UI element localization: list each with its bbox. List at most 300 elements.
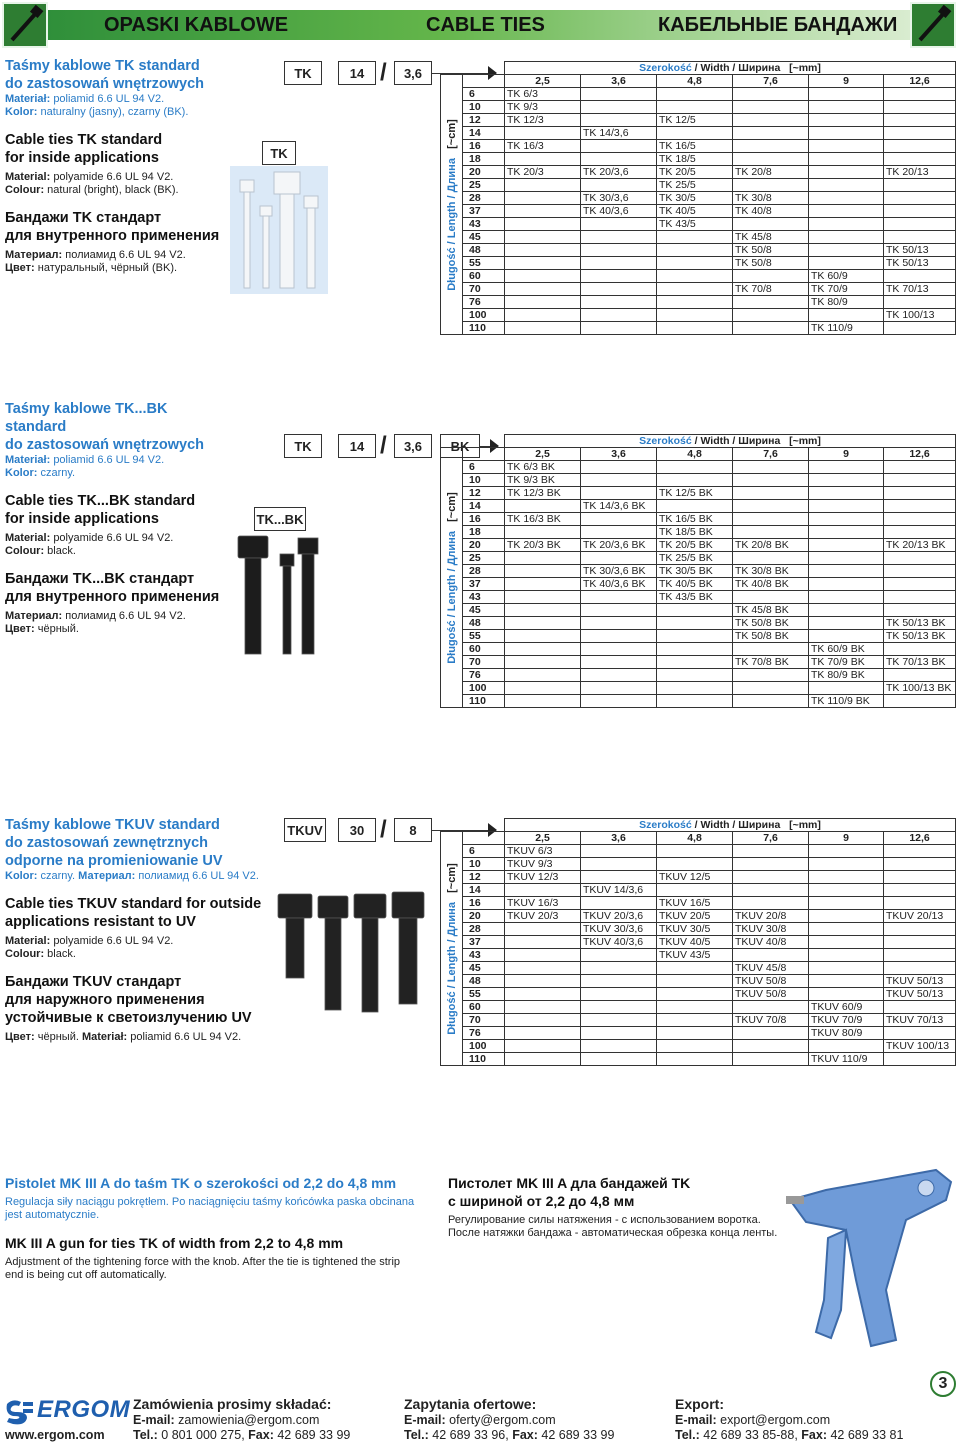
- section1-description: [5, 57, 230, 275]
- s1-product-code-cell: [581, 257, 657, 270]
- s2-length-label: Długość / Length / Длина: [445, 530, 458, 664]
- s3-ru-col-value: чёрный.: [37, 1031, 79, 1043]
- s3-length-value: 20: [463, 910, 505, 923]
- s2-length-value: 18: [463, 526, 505, 539]
- s3-product-code-cell: [733, 949, 809, 962]
- s3-ru-col-label: Цвет:: [5, 1031, 35, 1043]
- s3-product-code-cell: [809, 858, 884, 871]
- s2-product-code-cell: [809, 552, 884, 565]
- s1-widths-corner: [463, 75, 505, 88]
- s2-product-code-cell: [809, 474, 884, 487]
- s1-product-code-cell: [505, 231, 581, 244]
- s2-product-code-cell: [581, 617, 657, 630]
- s3-product-code-cell: TKUV 16/3: [505, 897, 581, 910]
- s1-table-row: [441, 205, 956, 218]
- s3-product-code-cell: [884, 897, 956, 910]
- s3-product-code-cell: [657, 1053, 733, 1066]
- s3-product-code-cell: [809, 936, 884, 949]
- s1-length-value: 70: [463, 283, 505, 296]
- s3-product-code-cell: [657, 962, 733, 975]
- s1-product-code-cell: [581, 309, 657, 322]
- s1-ru-mat-value: полиамид 6.6 UL 94 V2.: [65, 249, 186, 261]
- s2-length-axis-label: [441, 448, 463, 708]
- s1-picture-label: TK: [262, 141, 296, 165]
- footer-export-email-link[interactable]: export@ergom.com: [720, 1413, 831, 1427]
- s3-length-value: 60: [463, 1001, 505, 1014]
- s1-product-code-cell: [657, 127, 733, 140]
- s3-product-code-cell: TKUV 30/8: [733, 923, 809, 936]
- s2-product-code-cell: [581, 643, 657, 656]
- footer-orders-email-link[interactable]: zamowienia@ergom.com: [178, 1413, 320, 1427]
- s1-product-code-cell: [505, 270, 581, 283]
- s1-product-code-cell: [884, 140, 956, 153]
- s2-length-value: 14: [463, 500, 505, 513]
- s2-table-row: [441, 539, 956, 552]
- s1-product-code-cell: TK 30/5: [657, 192, 733, 205]
- s1-length-value: 60: [463, 270, 505, 283]
- s2-length-value: 100: [463, 682, 505, 695]
- s2-en-col-label: Colour:: [5, 545, 45, 557]
- footer-website-link[interactable]: www.ergom.com: [5, 1428, 105, 1442]
- s3-product-code-cell: [809, 1040, 884, 1053]
- s2-product-code-cell: [505, 578, 581, 591]
- s1-product-code-cell: TK 30/8: [733, 192, 809, 205]
- s2-en-title: Cable ties TK...BK standard: [5, 493, 196, 509]
- s3-pl-col-label: Kolor:: [5, 870, 38, 882]
- s1-product-code-cell: [581, 283, 657, 296]
- s1-product-code-cell: [733, 179, 809, 192]
- s3-product-code-cell: [733, 871, 809, 884]
- s3-product-code-cell: TKUV 30/3,6: [581, 923, 657, 936]
- s2-product-code-cell: [809, 630, 884, 643]
- s3-product-code-cell: [505, 1027, 581, 1040]
- s1-product-code-cell: [809, 101, 884, 114]
- s3-product-code-cell: [809, 923, 884, 936]
- s1-product-code-cell: [884, 205, 956, 218]
- s1-product-code-cell: [581, 179, 657, 192]
- s3-product-code-cell: TKUV 40/3,6: [581, 936, 657, 949]
- s2-product-code-cell: [505, 500, 581, 513]
- s1-product-code-cell: [733, 101, 809, 114]
- s3-table-row: [441, 975, 956, 988]
- s3-product-code-cell: [809, 949, 884, 962]
- s1-width-value: 7,6: [733, 75, 809, 88]
- s2-product-code-cell: [581, 552, 657, 565]
- s3-length-value: 55: [463, 988, 505, 1001]
- s3-ru-title-2: для наружного применения: [5, 992, 205, 1008]
- s2-product-code-cell: [809, 682, 884, 695]
- s1-product-code-cell: TK 12/5: [657, 114, 733, 127]
- s1-product-code-cell: [809, 257, 884, 270]
- footer-export-tel: 42 689 33 85-88,: [703, 1428, 798, 1442]
- s3-product-code-cell: [884, 923, 956, 936]
- tool-en-title: MK III A gun for ties TK of width from 2,2 to 4,8 mm: [5, 1235, 344, 1251]
- s3-product-code-cell: TKUV 50/8: [733, 988, 809, 1001]
- black-cable-ties-image: [232, 532, 322, 656]
- s1-product-code-cell: [809, 231, 884, 244]
- s1-width-value: 4,8: [657, 75, 733, 88]
- s2-product-code-cell: [884, 565, 956, 578]
- s2-product-code-cell: TK 50/13 BK: [884, 617, 956, 630]
- s2-length-value: 12: [463, 487, 505, 500]
- s2-product-code-cell: [809, 565, 884, 578]
- s2-table-row: [441, 487, 956, 500]
- s3-length-value: 16: [463, 897, 505, 910]
- s1-product-code-cell: TK 16/3: [505, 140, 581, 153]
- s1-table-row: [441, 257, 956, 270]
- s3-en-title: Cable ties TKUV standard for outside: [5, 896, 262, 912]
- s1-ru-mat-label: Материал:: [5, 249, 63, 261]
- s2-product-code-cell: [809, 487, 884, 500]
- s2-length-value: 20: [463, 539, 505, 552]
- s1-product-code-cell: [657, 309, 733, 322]
- s1-length-value: 20: [463, 166, 505, 179]
- s1-product-code-cell: [733, 127, 809, 140]
- s3-product-code-cell: TKUV 20/3,6: [581, 910, 657, 923]
- s2-width-unit: [~mm]: [789, 435, 821, 447]
- s1-product-code-cell: [657, 257, 733, 270]
- s1-product-code-cell: [809, 153, 884, 166]
- s3-table-row: [441, 1040, 956, 1053]
- s1-product-code-cell: TK 12/3: [505, 114, 581, 127]
- s2-ru-col-value: чёрный.: [37, 623, 79, 635]
- s2-code-series: TK: [284, 434, 322, 458]
- s3-product-code-cell: [505, 988, 581, 1001]
- footer-inquiries-email-link[interactable]: oferty@ergom.com: [449, 1413, 556, 1427]
- s3-table-row: [441, 1001, 956, 1014]
- section3-description: [5, 816, 280, 1044]
- s2-pl-mat-label: Materiał:: [5, 454, 51, 466]
- s3-pl-mat-label: Материал:: [78, 870, 136, 882]
- s2-length-value: 10: [463, 474, 505, 487]
- section2-description: [5, 400, 230, 636]
- s1-width-value: 2,5: [505, 75, 581, 88]
- s2-pl-col-label: Kolor:: [5, 467, 38, 479]
- s2-table-row: [441, 682, 956, 695]
- s1-product-code-cell: [505, 309, 581, 322]
- s3-product-code-cell: [884, 871, 956, 884]
- s2-heading-row: [441, 435, 956, 448]
- s1-table-row: [441, 231, 956, 244]
- s1-product-code-cell: [505, 127, 581, 140]
- s1-width-value: 3,6: [581, 75, 657, 88]
- s2-length-value: 45: [463, 604, 505, 617]
- s3-product-code-cell: TKUV 20/3: [505, 910, 581, 923]
- s2-product-code-cell: [733, 552, 809, 565]
- s2-en-mat-label: Material:: [5, 532, 51, 544]
- s2-product-code-cell: [505, 656, 581, 669]
- s1-table-row: [441, 192, 956, 205]
- s1-product-code-cell: [809, 88, 884, 101]
- s3-widths-row: [441, 832, 956, 845]
- s3-table-row: [441, 962, 956, 975]
- s1-product-code-cell: [581, 153, 657, 166]
- s3-code-length: 30: [338, 818, 376, 842]
- s3-length-value: 37: [463, 936, 505, 949]
- s2-product-code-cell: TK 12/5 BK: [657, 487, 733, 500]
- tool-pl-text: Regulacja siły naciągu pokrętłem. Po naciągnięciu taśmy końcówka paska obcinana jest automatycznie.: [5, 1196, 415, 1221]
- page-number-badge: 3: [930, 1371, 956, 1397]
- s1-product-code-cell: [884, 153, 956, 166]
- s3-length-value: 12: [463, 871, 505, 884]
- s2-code-width: 3,6: [394, 434, 432, 458]
- s2-table-row: [441, 643, 956, 656]
- s2-product-code-cell: [505, 643, 581, 656]
- s2-table-row: [441, 552, 956, 565]
- tool-pl-title: Pistolet MK III A do taśm TK o szerokości od 2,2 do 4,8 mm: [5, 1175, 397, 1191]
- s1-en-title-2: for inside applications: [5, 150, 159, 166]
- s2-length-value: 6: [463, 461, 505, 474]
- s3-product-code-cell: TKUV 45/8: [733, 962, 809, 975]
- s2-width-value: 3,6: [581, 448, 657, 461]
- s3-pl-mat-value: полиамид 6.6 UL 94 V2.: [138, 870, 259, 882]
- s2-size-table: [440, 434, 956, 708]
- s1-product-code-cell: [733, 153, 809, 166]
- s2-product-code-cell: [733, 513, 809, 526]
- s3-corner: [441, 819, 505, 832]
- s3-product-code-cell: TKUV 43/5: [657, 949, 733, 962]
- s2-product-code-cell: [657, 474, 733, 487]
- page-header: [0, 0, 960, 52]
- s2-product-code-cell: [581, 513, 657, 526]
- s3-table-row: [441, 1014, 956, 1027]
- ergom-logo-icon: [5, 1398, 35, 1426]
- s3-product-code-cell: [505, 949, 581, 962]
- tool-description-pl-en: [5, 1174, 420, 1282]
- s1-product-code-cell: [581, 322, 657, 335]
- s1-product-code-cell: [505, 205, 581, 218]
- cable-tie-logo-left-icon: [2, 2, 48, 48]
- s2-ru-title: Бандажи TK...BK стандарт: [5, 571, 195, 587]
- s3-en-col-value: black.: [47, 948, 76, 960]
- s3-product-code-cell: [657, 1040, 733, 1053]
- s1-product-code-cell: [809, 309, 884, 322]
- s3-pl-col-value: czarny.: [40, 870, 76, 882]
- s2-width-value: 7,6: [733, 448, 809, 461]
- s3-length-value: 14: [463, 884, 505, 897]
- s1-table-row: [441, 283, 956, 296]
- s1-product-code-cell: [505, 296, 581, 309]
- s2-pl-col-value: czarny.: [40, 467, 76, 479]
- footer-orders: [133, 1396, 398, 1443]
- s2-ru-col-label: Цвет:: [5, 623, 35, 635]
- s3-length-unit: [~cm]: [445, 862, 458, 893]
- footer-inquiries: [404, 1396, 669, 1443]
- s1-product-code-cell: TK 20/5: [657, 166, 733, 179]
- footer-inquiries-title: Zapytania ofertowe:: [404, 1396, 537, 1412]
- s2-product-code-cell: [581, 669, 657, 682]
- s3-product-code-cell: [505, 975, 581, 988]
- s3-length-value: 28: [463, 923, 505, 936]
- s3-product-code-cell: [505, 962, 581, 975]
- s1-widths-row: [441, 75, 956, 88]
- s1-code-width: 3,6: [394, 61, 432, 85]
- s2-table-row: [441, 630, 956, 643]
- s2-product-code-cell: TK 110/9 BK: [809, 695, 884, 708]
- footer-orders-fax: 42 689 33 99: [277, 1428, 351, 1442]
- s2-product-code-cell: TK 60/9 BK: [809, 643, 884, 656]
- s3-ru-mat-label: Materiał:: [81, 1031, 128, 1043]
- s3-width-value: 3,6: [581, 832, 657, 845]
- s3-length-value: 10: [463, 858, 505, 871]
- s3-code-series: TKUV: [284, 818, 326, 842]
- s3-table-row: [441, 1053, 956, 1066]
- s2-product-code-cell: [581, 682, 657, 695]
- s2-widths-row: [441, 448, 956, 461]
- s2-table-row: [441, 526, 956, 539]
- s1-table-row: [441, 296, 956, 309]
- s1-product-code-cell: [733, 322, 809, 335]
- s3-length-value: 6: [463, 845, 505, 858]
- s3-product-code-cell: [809, 845, 884, 858]
- s2-code-color: BK: [440, 434, 480, 458]
- s1-length-value: 10: [463, 101, 505, 114]
- s2-product-code-cell: [884, 552, 956, 565]
- s3-product-code-cell: [505, 1001, 581, 1014]
- s1-product-code-cell: [581, 218, 657, 231]
- s1-length-value: 25: [463, 179, 505, 192]
- s1-product-code-cell: TK 60/9: [809, 270, 884, 283]
- s1-code-length: 14: [338, 61, 376, 85]
- s1-product-code-cell: [505, 244, 581, 257]
- s1-ru-title-2: для внутренного применения: [5, 228, 220, 244]
- s2-product-code-cell: TK 30/3,6 BK: [581, 565, 657, 578]
- s3-width-unit: [~mm]: [789, 819, 821, 831]
- s1-product-code-cell: [657, 231, 733, 244]
- s2-corner: [441, 435, 505, 448]
- s2-product-code-cell: TK 30/5 BK: [657, 565, 733, 578]
- footer-export-fax: 42 689 33 81: [830, 1428, 904, 1442]
- s1-heading-row: [441, 62, 956, 75]
- s1-product-code-cell: TK 43/5: [657, 218, 733, 231]
- s1-ru-title: Бандажи TK стандарт: [5, 210, 162, 226]
- s1-product-code-cell: [809, 166, 884, 179]
- s3-product-code-cell: [657, 988, 733, 1001]
- s1-product-code-cell: [581, 270, 657, 283]
- s3-pl-title-3: odporne na promieniowanie UV: [5, 853, 223, 869]
- s1-en-title: Cable ties TK standard: [5, 132, 163, 148]
- s1-product-code-cell: TK 40/8: [733, 205, 809, 218]
- s2-length-value: 76: [463, 669, 505, 682]
- s2-widths-corner: [463, 448, 505, 461]
- s2-product-code-cell: TK 100/13 BK: [884, 682, 956, 695]
- s2-product-code-cell: [809, 539, 884, 552]
- s2-product-code-cell: [581, 526, 657, 539]
- s3-product-code-cell: [884, 884, 956, 897]
- s1-product-code-cell: TK 20/13: [884, 166, 956, 179]
- s2-length-value: 70: [463, 656, 505, 669]
- s1-code-slash: /: [380, 59, 387, 86]
- s1-length-value: 45: [463, 231, 505, 244]
- s2-width-value: 2,5: [505, 448, 581, 461]
- s2-product-code-cell: TK 50/13 BK: [884, 630, 956, 643]
- s2-width-heading-rest: / Width / Ширина: [691, 435, 781, 447]
- s3-product-code-cell: [581, 871, 657, 884]
- s3-product-code-cell: [809, 975, 884, 988]
- s1-en-col-value: natural (bright), black (BK).: [47, 184, 179, 196]
- s3-table-row: [441, 988, 956, 1001]
- s3-en-mat-label: Material:: [5, 935, 51, 947]
- s3-widths-corner: [463, 832, 505, 845]
- s2-length-value: 25: [463, 552, 505, 565]
- s2-product-code-cell: [733, 591, 809, 604]
- s3-product-code-cell: TKUV 70/13: [884, 1014, 956, 1027]
- s2-table-row: [441, 578, 956, 591]
- s2-en-title-2: for inside applications: [5, 511, 159, 527]
- tool-ru-title: Пистолет MK III A дла бандажей TK: [448, 1175, 691, 1191]
- s1-product-code-cell: [505, 257, 581, 270]
- s1-table-row: [441, 179, 956, 192]
- s3-product-code-cell: TKUV 70/9: [809, 1014, 884, 1027]
- s2-product-code-cell: TK 20/3 BK: [505, 539, 581, 552]
- s1-table-row: [441, 127, 956, 140]
- s2-product-code-cell: TK 18/5 BK: [657, 526, 733, 539]
- s3-product-code-cell: TKUV 100/13: [884, 1040, 956, 1053]
- s3-product-code-cell: [581, 1027, 657, 1040]
- s1-product-code-cell: [505, 179, 581, 192]
- s2-picture-label: TK...BK: [254, 507, 306, 531]
- s2-length-unit: [~cm]: [445, 491, 458, 522]
- tool-ru-text: Регулирование силы натяжения - с использованием воротка. После натяжки бандажа - автоматическая обрезка конца ленты.: [448, 1214, 778, 1239]
- s2-product-code-cell: [884, 474, 956, 487]
- s2-product-code-cell: [657, 617, 733, 630]
- s1-product-code-cell: [884, 179, 956, 192]
- s1-en-col-label: Colour:: [5, 184, 45, 196]
- s1-product-code-cell: TK 50/8: [733, 257, 809, 270]
- s2-product-code-cell: [884, 643, 956, 656]
- s1-product-code-cell: [884, 88, 956, 101]
- s1-length-value: 28: [463, 192, 505, 205]
- tie-gun-tool-image: [786, 1160, 956, 1350]
- s2-product-code-cell: [809, 461, 884, 474]
- footer-export-fax-label: Fax:: [801, 1428, 827, 1442]
- s2-product-code-cell: [733, 526, 809, 539]
- s2-product-code-cell: [657, 461, 733, 474]
- s1-product-code-cell: [733, 218, 809, 231]
- s3-product-code-cell: [884, 1053, 956, 1066]
- s3-product-code-cell: [884, 962, 956, 975]
- s3-product-code-cell: [733, 884, 809, 897]
- s1-table-row: [441, 101, 956, 114]
- s1-product-code-cell: [809, 179, 884, 192]
- s2-product-code-cell: [505, 682, 581, 695]
- s1-width-unit: [~mm]: [789, 62, 821, 74]
- s3-product-code-cell: TKUV 20/5: [657, 910, 733, 923]
- s1-product-code-cell: [505, 218, 581, 231]
- header-title-pl: OPASKI KABLOWE: [104, 14, 289, 36]
- s1-table-row: [441, 140, 956, 153]
- s2-product-code-cell: [657, 682, 733, 695]
- s2-product-code-cell: [657, 643, 733, 656]
- s3-product-code-cell: [657, 1027, 733, 1040]
- s1-product-code-cell: TK 40/3,6: [581, 205, 657, 218]
- s2-ru-title-2: для внутренного применения: [5, 589, 220, 605]
- s2-product-code-cell: [884, 513, 956, 526]
- s3-product-code-cell: [657, 975, 733, 988]
- s2-width-value: 9: [809, 448, 884, 461]
- s3-length-axis-label: [441, 832, 463, 1066]
- s2-product-code-cell: [505, 591, 581, 604]
- s3-product-code-cell: TKUV 20/13: [884, 910, 956, 923]
- s3-product-code-cell: [809, 962, 884, 975]
- s1-product-code-cell: [581, 88, 657, 101]
- s1-product-code-cell: [657, 244, 733, 257]
- s1-length-value: 43: [463, 218, 505, 231]
- s1-length-value: 76: [463, 296, 505, 309]
- s1-product-code-cell: [657, 322, 733, 335]
- s2-product-code-cell: TK 40/8 BK: [733, 578, 809, 591]
- s2-product-code-cell: TK 20/8 BK: [733, 539, 809, 552]
